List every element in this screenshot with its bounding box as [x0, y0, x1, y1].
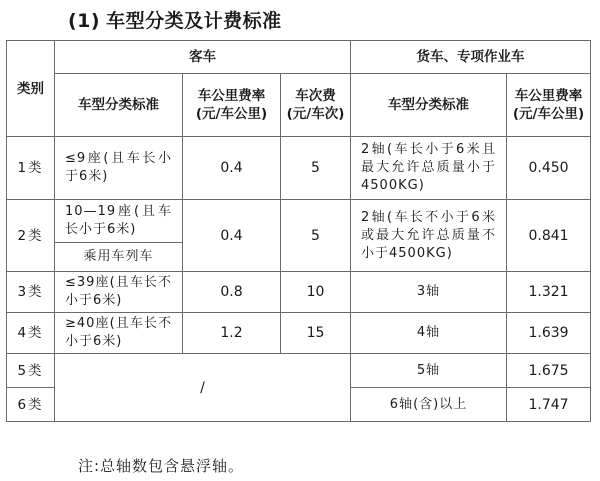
- passenger-rate-per-trip-cell: 5: [281, 200, 351, 272]
- passenger-standard-cell: 10—19座(且车长小于6米): [55, 200, 183, 243]
- truck-rate-per-km-cell: 0.450: [507, 137, 591, 200]
- truck-rate-per-km-cell: 1.639: [507, 313, 591, 354]
- truck-rate-per-km-cell: 1.675: [507, 354, 591, 388]
- truck-standard-cell: 3轴: [351, 272, 507, 313]
- category-cell: 5类: [7, 354, 55, 388]
- footnote: 注:总轴数包含悬浮轴。: [78, 457, 245, 475]
- header-category: 类别: [7, 41, 55, 137]
- table-row: [7, 200, 591, 243]
- truck-standard-cell: 6轴(含)以上: [351, 388, 507, 422]
- category-cell: 3类: [7, 272, 55, 313]
- passenger-rate-per-km-cell: 0.4: [183, 200, 281, 272]
- header-truck-group: 货车、专项作业车: [351, 41, 591, 74]
- truck-rate-per-km-cell: 1.321: [507, 272, 591, 313]
- header-passenger-rate-per-km: 车公里费率(元/车公里): [183, 74, 281, 137]
- header-truck-standard: 车型分类标准: [351, 74, 507, 137]
- category-cell: 1类: [7, 137, 55, 200]
- truck-standard-cell: 2轴(车长不小于6米或最大允许总质量不小于4500KG): [351, 200, 507, 272]
- passenger-standard-extra-cell: 乘用车列车: [55, 243, 183, 272]
- header-truck-rate-per-km: 车公里费率(元/车公里): [507, 74, 591, 137]
- truck-rate-per-km-cell: 0.841: [507, 200, 591, 272]
- header-passenger-rate-per-trip: 车次费(元/车次): [281, 74, 351, 137]
- category-cell: 4类: [7, 313, 55, 354]
- fee-standard-table: [6, 40, 591, 422]
- section-number: (1): [68, 10, 101, 32]
- header-passenger-standard: 车型分类标准: [55, 74, 183, 137]
- passenger-rate-per-km-cell: 0.4: [183, 137, 281, 200]
- truck-standard-cell: 4轴: [351, 313, 507, 354]
- passenger-rate-per-km-cell: 0.8: [183, 272, 281, 313]
- truck-rate-per-km-cell: 1.747: [507, 388, 591, 422]
- table-row: [7, 137, 591, 200]
- passenger-rate-per-trip-cell: 5: [281, 137, 351, 200]
- passenger-standard-cell: ≤39座(且车长不小于6米): [55, 272, 183, 313]
- table-row: [7, 313, 591, 354]
- passenger-standard-cell: ≥40座(且车长不小于6米): [55, 313, 183, 354]
- table-row: [7, 272, 591, 313]
- truck-standard-cell: 5轴: [351, 354, 507, 388]
- truck-standard-cell: 2轴(车长小于6米且最大允许总质量小于4500KG): [351, 137, 507, 200]
- passenger-rate-per-km-cell: 1.2: [183, 313, 281, 354]
- category-cell: 6类: [7, 388, 55, 422]
- table-row: [7, 354, 591, 388]
- passenger-rate-per-trip-cell: 15: [281, 313, 351, 354]
- section-title-text: 车型分类及计费标准: [106, 10, 282, 32]
- section-title: [68, 6, 282, 33]
- passenger-standard-cell: ≤9座(且车长小于6米): [55, 137, 183, 200]
- passenger-not-applicable-cell: /: [55, 354, 351, 422]
- category-cell: 2类: [7, 200, 55, 272]
- passenger-rate-per-trip-cell: 10: [281, 272, 351, 313]
- header-passenger-group: 客车: [55, 41, 351, 74]
